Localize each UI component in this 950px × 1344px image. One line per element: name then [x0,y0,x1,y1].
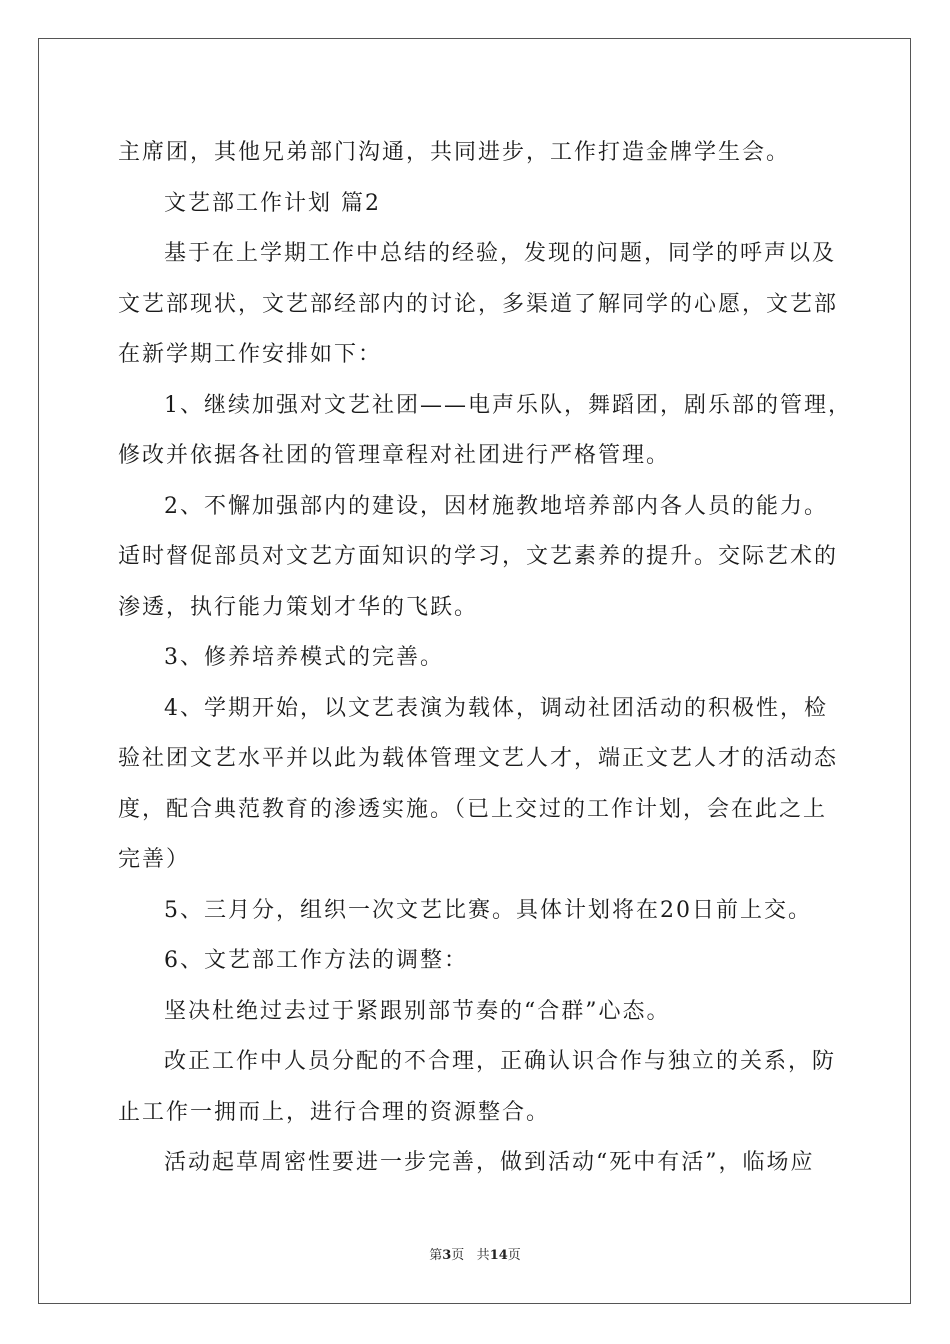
text-line: 6、文艺部工作方法的调整： [164,948,468,973]
page-number: 3 [442,1248,452,1263]
text-line: 1、继续加强对文艺社团——电声乐队，舞蹈团，剧乐部的管理， [164,392,852,418]
text-line: 基于在上学期工作中总结的经验，发现的问题，同学的呼声以及 [164,241,837,266]
text-line: 渗透，执行能力策划才华的飞跃。 [118,594,479,620]
total-pages: 14 [489,1248,508,1263]
text-line: 度，配合典范教育的渗透实施。（已上交过的工作计划，会在此之上 [118,796,828,822]
text-line: 2、不懈加强部内的建设，因材施教地培养部内各人员的能力。 [164,493,828,519]
text-line: 在新学期工作安排如下： [118,342,383,367]
text-line: 文艺部工作计划 篇2 [164,190,381,216]
text-line: 主席团，其他兄弟部门沟通，共同进步，工作打造金牌学生会。 [118,140,791,165]
text-line: 改正工作中人员分配的不合理，正确认识合作与独立的关系，防 [164,1049,837,1074]
page-footer [0,1244,950,1263]
text-line: 5、三月分，组织一次文艺比赛。具体计划将在20日前上交。 [164,897,812,923]
page-suffix: 页 [451,1248,465,1263]
document-body [118,128,852,1189]
text-line: 止工作一拥而上，进行合理的资源整合。 [118,1099,551,1125]
text-line: 修改并依据各社团的管理章程对社团进行严格管理。 [118,443,671,468]
text-line: 验社团文艺水平并以此为载体管理文艺人才，端正文艺人才的活动态 [118,746,839,771]
text-line: 4、学期开始，以文艺表演为载体，调动社团活动的积极性，检 [164,695,828,721]
text-line: 适时督促部员对文艺方面知识的学习，文艺素养的提升。交际艺术的 [118,544,839,569]
text-line: 完善） [118,847,191,872]
total-prefix: 共 [476,1248,490,1263]
total-suffix: 页 [507,1248,521,1263]
text-line: 3、修养培养模式的完善。 [164,645,444,670]
text-line: 坚决杜绝过去过于紧跟别部节奏的“合群”心态。 [164,998,671,1024]
text-line: 活动起草周密性要进一步完善，做到活动“死中有活”，临场应 [164,1150,815,1175]
text-line: 文艺部现状，文艺部经部内的讨论，多渠道了解同学的心愿，文艺部 [118,291,839,317]
page-prefix: 第 [429,1248,443,1263]
